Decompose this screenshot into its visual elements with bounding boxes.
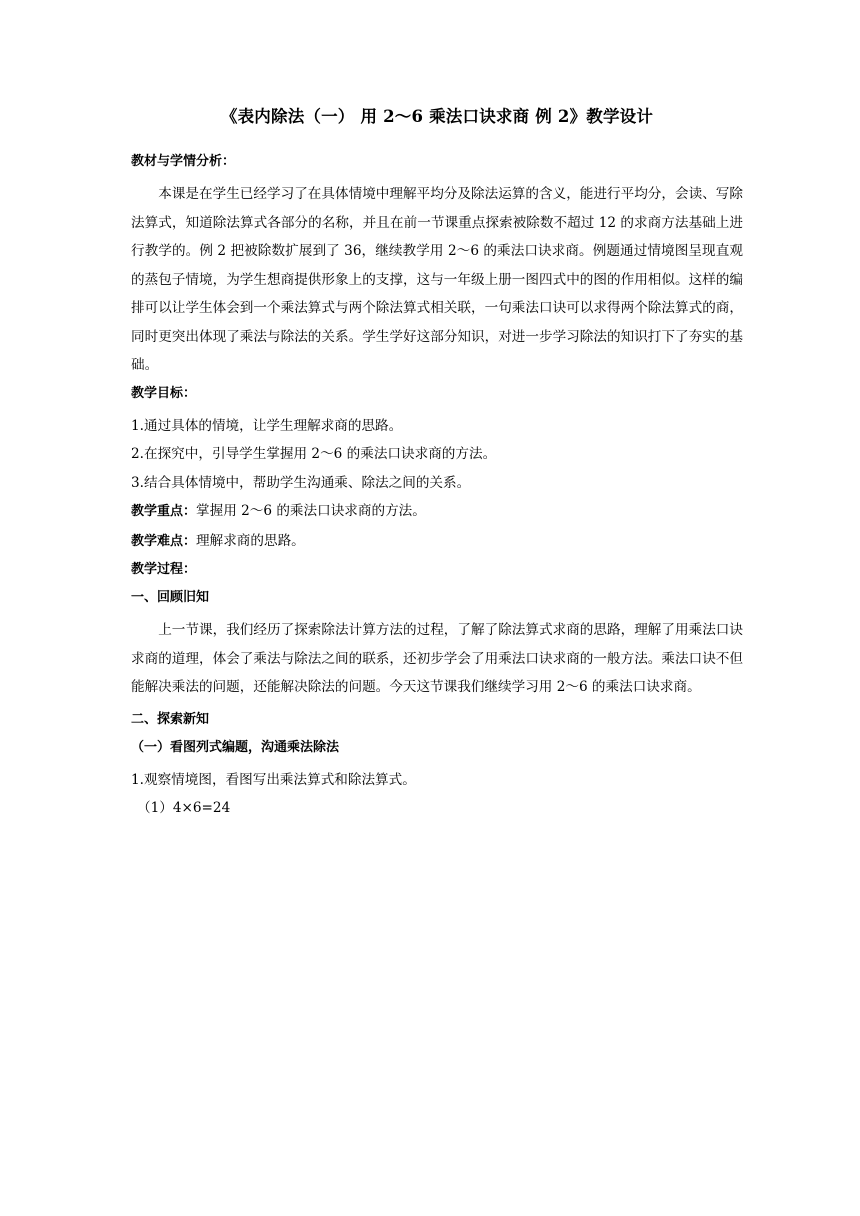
section2-subheading: （一）看图列式编题，沟通乘法除法 bbox=[131, 739, 340, 755]
objective-item-3: 3.结合具体情境中，帮助学生沟通乘、除法之间的关系。 bbox=[131, 474, 471, 491]
section2-step1: 1.观察情境图，看图写出乘法算式和除法算式。 bbox=[131, 771, 416, 788]
difficulty-line bbox=[131, 527, 743, 557]
section2-formula1: （1）4×6=24 bbox=[137, 800, 231, 816]
section1-paragraph: 上一节课，我们经历了探索除法计算方法的过程，了解了除法算式求商的思路，理解了用乘法口诀求商的道理，体会了乘法与除法之间的联系，还初步学会了用乘法口诀求商的一般方法。乘法口诀不但能解决乘法的问题，还能解决除法的问题。今天这节课我们继续学习用 2～6 的乘法口诀求商。 bbox=[131, 622, 743, 695]
process-heading: 教学过程： bbox=[131, 562, 197, 577]
difficulty-label: 教学难点： bbox=[131, 533, 197, 549]
analysis-heading: 教材与学情分析： bbox=[131, 154, 236, 169]
document-title: 《表内除法（一） 用 2～6 乘法口诀求商 例 2》教学设计 bbox=[220, 107, 654, 126]
difficulty-text: 理解求商的思路。 bbox=[196, 532, 305, 549]
objective-item-2: 2.在探究中，引导学生掌握用 2～6 的乘法口诀求商的方法。 bbox=[131, 446, 497, 462]
section1-heading: 一、回顾旧知 bbox=[131, 590, 210, 605]
key-point-text: 掌握用 2～6 的乘法口诀求商的方法。 bbox=[196, 503, 426, 519]
analysis-paragraph: 本课是在学生已经学习了在具体情境中理解平均分及除法运算的含义，能进行平均分，会读、写除法算式，知道除法算式各部分的名称，并且在前一节课重点探索被除数不超过 12 的求商方法基础上进行教学的。例 2 把被除数扩展到了 36，继续教学用 2～6 的乘法口诀求商。例题通过情境图呈现直观的蒸包子情境，为学生想商提供形象上的支撑，这与一年级上册一图四式中的图的作用相似。这样的编排可以让学生体会到一个乘法算式与两个除法算式相关联，一句乘法口诀可以求得两个除法算式的商，同时更突出体现了乘法与除法的关系。学生学好这部分知识，对进一步学习除法的知识打下了夯实的基础。 bbox=[131, 186, 743, 373]
objectives-heading: 教学目标： bbox=[131, 385, 197, 401]
key-point-label: 教学重点： bbox=[131, 504, 197, 519]
document-body bbox=[131, 104, 743, 823]
objective-item-1: 1.通过具体的情境，让学生理解求商的思路。 bbox=[131, 417, 403, 434]
section2-heading: 二、探索新知 bbox=[131, 711, 210, 727]
key-point-line bbox=[131, 497, 743, 527]
